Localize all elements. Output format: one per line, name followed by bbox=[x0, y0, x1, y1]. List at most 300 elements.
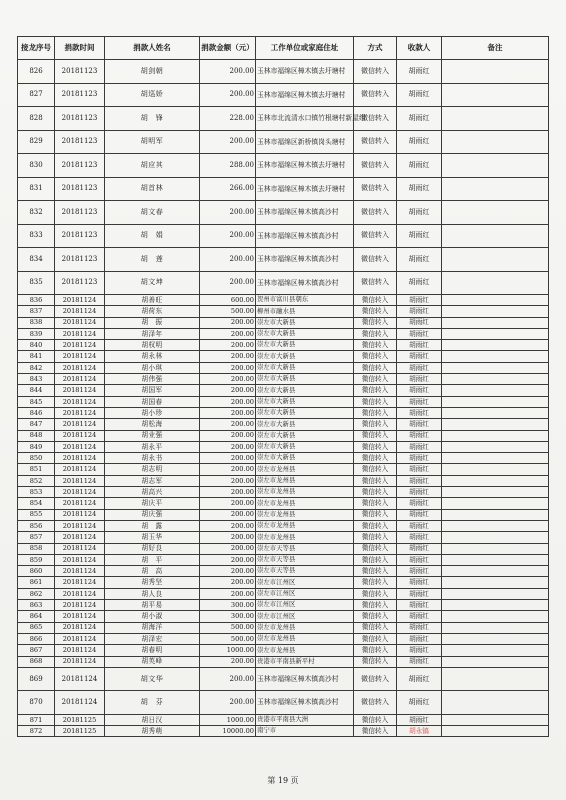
cell-note bbox=[442, 509, 549, 520]
cell-donor: 胡伟强 bbox=[105, 374, 200, 385]
cell-receiver: 胡雨红 bbox=[397, 248, 442, 272]
table-row bbox=[18, 317, 549, 328]
table-row bbox=[18, 177, 549, 201]
table-row bbox=[18, 385, 549, 396]
cell-donor: 胡应其 bbox=[105, 154, 200, 178]
cell-note bbox=[442, 60, 549, 84]
cell-donor: 胡人良 bbox=[105, 588, 200, 599]
table-row bbox=[18, 340, 549, 351]
cell-time: 20181124 bbox=[55, 317, 105, 328]
cell-receiver: 胡雨红 bbox=[397, 577, 442, 588]
cell-note bbox=[442, 543, 549, 554]
cell-receiver: 胡雨红 bbox=[397, 509, 442, 520]
cell-method: 微信转入 bbox=[354, 667, 397, 691]
cell-note bbox=[442, 271, 549, 295]
cell-method: 微信转入 bbox=[354, 441, 397, 452]
header-amount: 捐款金额（元） bbox=[200, 37, 256, 60]
table-row bbox=[18, 60, 549, 84]
cell-receiver: 胡雨红 bbox=[397, 453, 442, 464]
cell-seq: 826 bbox=[18, 60, 55, 84]
cell-time: 20181124 bbox=[55, 453, 105, 464]
cell-amount: 300.00 bbox=[200, 600, 256, 611]
cell-receiver: 胡雨红 bbox=[397, 419, 442, 430]
cell-seq: 854 bbox=[18, 498, 55, 509]
cell-receiver: 胡雨红 bbox=[397, 328, 442, 339]
cell-donor: 胡小珍 bbox=[105, 407, 200, 418]
cell-amount: 200.00 bbox=[200, 328, 256, 339]
cell-address: 崇左市龙州县 bbox=[256, 520, 354, 531]
cell-receiver: 胡雨红 bbox=[397, 714, 442, 725]
cell-donor: 胡 娟 bbox=[105, 224, 200, 248]
cell-receiver: 胡雨红 bbox=[397, 487, 442, 498]
cell-address: 崇左市龙州县 bbox=[256, 633, 354, 644]
cell-donor: 胡玉华 bbox=[105, 532, 200, 543]
cell-address: 崇左市大新县 bbox=[256, 407, 354, 418]
cell-note bbox=[442, 130, 549, 154]
cell-amount: 200.00 bbox=[200, 532, 256, 543]
cell-method: 微信转入 bbox=[354, 130, 397, 154]
cell-donor: 胡国春 bbox=[105, 396, 200, 407]
cell-seq: 830 bbox=[18, 154, 55, 178]
cell-address: 崇左市大新县 bbox=[256, 453, 354, 464]
cell-donor: 胡庆平 bbox=[105, 498, 200, 509]
cell-method: 微信转入 bbox=[354, 656, 397, 667]
cell-receiver: 胡雨红 bbox=[397, 667, 442, 691]
cell-time: 20181124 bbox=[55, 487, 105, 498]
cell-note bbox=[442, 667, 549, 691]
cell-address: 崇左市大新县 bbox=[256, 441, 354, 452]
cell-time: 20181123 bbox=[55, 177, 105, 201]
cell-method: 微信转入 bbox=[354, 407, 397, 418]
cell-time: 20181124 bbox=[55, 566, 105, 577]
cell-note bbox=[442, 691, 549, 715]
cell-method: 微信转入 bbox=[354, 475, 397, 486]
cell-amount: 200.00 bbox=[200, 248, 256, 272]
cell-receiver: 胡雨红 bbox=[397, 362, 442, 373]
cell-donor: 胡小淑 bbox=[105, 611, 200, 622]
table-row bbox=[18, 130, 549, 154]
cell-amount: 288.00 bbox=[200, 154, 256, 178]
cell-address: 崇左市大新县 bbox=[256, 340, 354, 351]
cell-amount: 200.00 bbox=[200, 83, 256, 107]
cell-address: 崇左市天等县 bbox=[256, 543, 354, 554]
cell-note bbox=[442, 520, 549, 531]
cell-method: 微信转入 bbox=[354, 566, 397, 577]
cell-method: 微信转入 bbox=[354, 60, 397, 84]
table-row bbox=[18, 543, 549, 554]
cell-method: 微信转入 bbox=[354, 633, 397, 644]
cell-address: 崇左市龙州县 bbox=[256, 532, 354, 543]
cell-note bbox=[442, 588, 549, 599]
cell-time: 20181123 bbox=[55, 130, 105, 154]
cell-time: 20181124 bbox=[55, 385, 105, 396]
cell-donor: 胡国军 bbox=[105, 385, 200, 396]
cell-donor: 胡首林 bbox=[105, 177, 200, 201]
cell-seq: 842 bbox=[18, 362, 55, 373]
cell-amount: 500.00 bbox=[200, 622, 256, 633]
cell-method: 微信转入 bbox=[354, 201, 397, 225]
cell-donor: 胡永平 bbox=[105, 441, 200, 452]
cell-address: 崇左市大新县 bbox=[256, 385, 354, 396]
cell-amount: 200.00 bbox=[200, 656, 256, 667]
table-row bbox=[18, 532, 549, 543]
cell-note bbox=[442, 726, 549, 737]
cell-seq: 852 bbox=[18, 475, 55, 486]
cell-address: 贵港市平南县新平村 bbox=[256, 656, 354, 667]
header-note: 备注 bbox=[442, 37, 549, 60]
cell-time: 20181124 bbox=[55, 295, 105, 306]
cell-donor: 胡平易 bbox=[105, 600, 200, 611]
header-address: 工作单位或家庭住址 bbox=[256, 37, 354, 60]
cell-time: 20181124 bbox=[55, 509, 105, 520]
cell-seq: 863 bbox=[18, 600, 55, 611]
cell-seq: 840 bbox=[18, 340, 55, 351]
cell-method: 微信转入 bbox=[354, 271, 397, 295]
cell-seq: 858 bbox=[18, 543, 55, 554]
cell-note bbox=[442, 475, 549, 486]
cell-note bbox=[442, 317, 549, 328]
cell-donor: 胡泽年 bbox=[105, 328, 200, 339]
cell-method: 微信转入 bbox=[354, 374, 397, 385]
cell-note bbox=[442, 385, 549, 396]
cell-receiver: 胡雨红 bbox=[397, 385, 442, 396]
cell-method: 微信转入 bbox=[354, 498, 397, 509]
cell-time: 20181124 bbox=[55, 600, 105, 611]
cell-method: 微信转入 bbox=[354, 487, 397, 498]
cell-method: 微信转入 bbox=[354, 714, 397, 725]
cell-address: 玉林市福绵区新桥镇岗头塘村 bbox=[256, 130, 354, 154]
cell-seq: 829 bbox=[18, 130, 55, 154]
cell-amount: 200.00 bbox=[200, 577, 256, 588]
cell-note bbox=[442, 328, 549, 339]
cell-amount: 200.00 bbox=[200, 351, 256, 362]
cell-address: 玉林市福绵区樟木镇去圩塘村 bbox=[256, 177, 354, 201]
table-row bbox=[18, 633, 549, 644]
cell-method: 微信转入 bbox=[354, 600, 397, 611]
cell-amount: 200.00 bbox=[200, 396, 256, 407]
cell-receiver: 胡雨红 bbox=[397, 566, 442, 577]
table-row bbox=[18, 407, 549, 418]
cell-address: 南宁市 bbox=[256, 726, 354, 737]
cell-method: 微信转入 bbox=[354, 396, 397, 407]
cell-method: 微信转入 bbox=[354, 588, 397, 599]
cell-time: 20181124 bbox=[55, 328, 105, 339]
cell-receiver: 胡雨红 bbox=[397, 340, 442, 351]
cell-amount: 1000.00 bbox=[200, 714, 256, 725]
cell-time: 20181124 bbox=[55, 667, 105, 691]
cell-donor: 胡 露 bbox=[105, 520, 200, 531]
cell-donor: 胡秀坚 bbox=[105, 577, 200, 588]
cell-address: 崇左市龙州县 bbox=[256, 645, 354, 656]
cell-amount: 600.00 bbox=[200, 295, 256, 306]
cell-note bbox=[442, 464, 549, 475]
cell-amount: 200.00 bbox=[200, 520, 256, 531]
cell-address: 崇左市大新县 bbox=[256, 396, 354, 407]
cell-donor: 胡永书 bbox=[105, 453, 200, 464]
cell-seq: 853 bbox=[18, 487, 55, 498]
cell-address: 贺州市富川县朝东 bbox=[256, 295, 354, 306]
cell-amount: 200.00 bbox=[200, 588, 256, 599]
cell-method: 微信转入 bbox=[354, 224, 397, 248]
cell-address: 崇左市龙州县 bbox=[256, 487, 354, 498]
cell-seq: 867 bbox=[18, 645, 55, 656]
cell-receiver: 胡雨红 bbox=[397, 464, 442, 475]
cell-amount: 200.00 bbox=[200, 498, 256, 509]
cell-seq: 855 bbox=[18, 509, 55, 520]
cell-donor: 胡 锋 bbox=[105, 107, 200, 131]
table-row bbox=[18, 464, 549, 475]
cell-address: 崇左市江州区 bbox=[256, 611, 354, 622]
cell-address: 玉林市福绵区樟木镇高沙村 bbox=[256, 201, 354, 225]
cell-time: 20181125 bbox=[55, 726, 105, 737]
cell-address: 玉林市福绵区樟木镇高沙村 bbox=[256, 691, 354, 715]
cell-address: 崇左市龙州县 bbox=[256, 509, 354, 520]
cell-method: 微信转入 bbox=[354, 645, 397, 656]
cell-receiver: 胡雨红 bbox=[397, 645, 442, 656]
cell-address: 崇左市江州区 bbox=[256, 588, 354, 599]
cell-amount: 200.00 bbox=[200, 691, 256, 715]
cell-receiver: 胡雨红 bbox=[397, 532, 442, 543]
header-donor: 捐款人姓名 bbox=[105, 37, 200, 60]
table-row bbox=[18, 714, 549, 725]
table-row bbox=[18, 430, 549, 441]
cell-time: 20181124 bbox=[55, 419, 105, 430]
cell-seq: 837 bbox=[18, 306, 55, 317]
cell-amount: 300.00 bbox=[200, 611, 256, 622]
cell-method: 微信转入 bbox=[354, 577, 397, 588]
cell-donor: 胡 莲 bbox=[105, 248, 200, 272]
cell-time: 20181124 bbox=[55, 498, 105, 509]
cell-amount: 200.00 bbox=[200, 271, 256, 295]
cell-amount: 200.00 bbox=[200, 407, 256, 418]
table-row bbox=[18, 520, 549, 531]
table-row bbox=[18, 691, 549, 715]
cell-receiver: 胡雨红 bbox=[397, 130, 442, 154]
cell-donor: 胡小琪 bbox=[105, 362, 200, 373]
header-method: 方式 bbox=[354, 37, 397, 60]
cell-amount: 266.00 bbox=[200, 177, 256, 201]
cell-note bbox=[442, 374, 549, 385]
cell-donor: 胡明军 bbox=[105, 130, 200, 154]
cell-donor: 胡松海 bbox=[105, 419, 200, 430]
cell-donor: 胡志军 bbox=[105, 475, 200, 486]
cell-time: 20181124 bbox=[55, 633, 105, 644]
cell-seq: 832 bbox=[18, 201, 55, 225]
cell-method: 微信转入 bbox=[354, 328, 397, 339]
cell-seq: 861 bbox=[18, 577, 55, 588]
cell-time: 20181124 bbox=[55, 611, 105, 622]
cell-donor: 胡文坤 bbox=[105, 271, 200, 295]
cell-note bbox=[442, 83, 549, 107]
cell-note bbox=[442, 645, 549, 656]
cell-method: 微信转入 bbox=[354, 351, 397, 362]
table-row bbox=[18, 498, 549, 509]
cell-seq: 865 bbox=[18, 622, 55, 633]
cell-method: 微信转入 bbox=[354, 295, 397, 306]
cell-method: 微信转入 bbox=[354, 248, 397, 272]
cell-receiver: 胡雨红 bbox=[397, 588, 442, 599]
cell-address: 玉林市福绵区樟木镇去圩塘村 bbox=[256, 83, 354, 107]
table-row bbox=[18, 475, 549, 486]
cell-seq: 856 bbox=[18, 520, 55, 531]
cell-amount: 200.00 bbox=[200, 224, 256, 248]
table-row bbox=[18, 441, 549, 452]
cell-receiver: 胡雨红 bbox=[397, 633, 442, 644]
cell-address: 玉林市福绵区樟木镇高沙村 bbox=[256, 224, 354, 248]
cell-address: 玉林市福绵区樟木镇高沙村 bbox=[256, 271, 354, 295]
cell-note bbox=[442, 248, 549, 272]
cell-address: 崇左市大新县 bbox=[256, 328, 354, 339]
cell-receiver: 胡雨红 bbox=[397, 611, 442, 622]
table-row bbox=[18, 295, 549, 306]
cell-receiver: 胡雨红 bbox=[397, 600, 442, 611]
cell-seq: 857 bbox=[18, 532, 55, 543]
cell-method: 微信转入 bbox=[354, 177, 397, 201]
cell-donor: 胡 高 bbox=[105, 566, 200, 577]
cell-seq: 859 bbox=[18, 554, 55, 565]
cell-donor: 胡好良 bbox=[105, 543, 200, 554]
table-row bbox=[18, 328, 549, 339]
cell-seq: 850 bbox=[18, 453, 55, 464]
table-row bbox=[18, 306, 549, 317]
cell-address: 崇左市江州区 bbox=[256, 600, 354, 611]
cell-amount: 200.00 bbox=[200, 317, 256, 328]
cell-donor: 胡秀萌 bbox=[105, 726, 200, 737]
table-row bbox=[18, 248, 549, 272]
table-row bbox=[18, 107, 549, 131]
cell-amount: 200.00 bbox=[200, 487, 256, 498]
cell-receiver: 胡雨红 bbox=[397, 475, 442, 486]
cell-receiver: 胡雨红 bbox=[397, 177, 442, 201]
cell-seq: 838 bbox=[18, 317, 55, 328]
cell-seq: 843 bbox=[18, 374, 55, 385]
cell-time: 20181124 bbox=[55, 362, 105, 373]
cell-donor: 胡泽宏 bbox=[105, 633, 200, 644]
table-row bbox=[18, 154, 549, 178]
cell-donor: 胡高兴 bbox=[105, 487, 200, 498]
header-time: 捐款时间 bbox=[55, 37, 105, 60]
table-body bbox=[18, 60, 549, 737]
cell-address: 崇左市大新县 bbox=[256, 351, 354, 362]
cell-note bbox=[442, 351, 549, 362]
cell-amount: 200.00 bbox=[200, 60, 256, 84]
table-row bbox=[18, 656, 549, 667]
cell-note bbox=[442, 201, 549, 225]
cell-address: 柳州市融水县 bbox=[256, 306, 354, 317]
cell-receiver: 胡雨红 bbox=[397, 622, 442, 633]
cell-time: 20181124 bbox=[55, 374, 105, 385]
cell-time: 20181123 bbox=[55, 201, 105, 225]
cell-receiver: 胡雨红 bbox=[397, 60, 442, 84]
cell-time: 20181123 bbox=[55, 248, 105, 272]
cell-address: 崇左市大新县 bbox=[256, 419, 354, 430]
cell-seq: 844 bbox=[18, 385, 55, 396]
cell-note bbox=[442, 224, 549, 248]
cell-amount: 200.00 bbox=[200, 130, 256, 154]
cell-amount: 200.00 bbox=[200, 509, 256, 520]
cell-note bbox=[442, 714, 549, 725]
cell-receiver: 胡雨红 bbox=[397, 407, 442, 418]
cell-time: 20181125 bbox=[55, 714, 105, 725]
table-row bbox=[18, 453, 549, 464]
cell-receiver: 胡雨红 bbox=[397, 543, 442, 554]
cell-donor: 胡庆强 bbox=[105, 509, 200, 520]
cell-donor: 胡 平 bbox=[105, 554, 200, 565]
cell-donor: 胡善旺 bbox=[105, 295, 200, 306]
cell-amount: 200.00 bbox=[200, 340, 256, 351]
cell-time: 20181123 bbox=[55, 271, 105, 295]
cell-donor: 胡日汉 bbox=[105, 714, 200, 725]
cell-seq: 864 bbox=[18, 611, 55, 622]
cell-receiver: 胡雨红 bbox=[397, 396, 442, 407]
cell-time: 20181124 bbox=[55, 577, 105, 588]
cell-method: 微信转入 bbox=[354, 611, 397, 622]
cell-receiver: 胡雨红 bbox=[397, 656, 442, 667]
cell-note bbox=[442, 177, 549, 201]
cell-seq: 845 bbox=[18, 396, 55, 407]
cell-amount: 200.00 bbox=[200, 430, 256, 441]
cell-method: 微信转入 bbox=[354, 362, 397, 373]
cell-amount: 500.00 bbox=[200, 306, 256, 317]
cell-seq: 839 bbox=[18, 328, 55, 339]
cell-seq: 851 bbox=[18, 464, 55, 475]
cell-method: 微信转入 bbox=[354, 385, 397, 396]
cell-donor: 胡文华 bbox=[105, 667, 200, 691]
table-row bbox=[18, 83, 549, 107]
cell-seq: 833 bbox=[18, 224, 55, 248]
cell-time: 20181124 bbox=[55, 588, 105, 599]
cell-address: 崇左市大新县 bbox=[256, 430, 354, 441]
cell-time: 20181124 bbox=[55, 340, 105, 351]
cell-seq: 841 bbox=[18, 351, 55, 362]
cell-time: 20181124 bbox=[55, 351, 105, 362]
cell-seq: 836 bbox=[18, 295, 55, 306]
cell-address: 崇左市大新县 bbox=[256, 317, 354, 328]
cell-donor: 胡剑朝 bbox=[105, 60, 200, 84]
cell-address: 玉林市福绵区樟木镇高沙村 bbox=[256, 667, 354, 691]
cell-time: 20181124 bbox=[55, 691, 105, 715]
cell-note bbox=[442, 453, 549, 464]
cell-note bbox=[442, 295, 549, 306]
cell-donor: 胡 芬 bbox=[105, 691, 200, 715]
cell-time: 20181124 bbox=[55, 475, 105, 486]
cell-seq: 846 bbox=[18, 407, 55, 418]
cell-receiver: 胡雨红 bbox=[397, 224, 442, 248]
cell-method: 微信转入 bbox=[354, 154, 397, 178]
cell-note bbox=[442, 487, 549, 498]
cell-time: 20181123 bbox=[55, 154, 105, 178]
cell-amount: 200.00 bbox=[200, 453, 256, 464]
cell-donor: 胡海洋 bbox=[105, 622, 200, 633]
cell-donor: 胡权明 bbox=[105, 340, 200, 351]
cell-receiver: 胡雨红 bbox=[397, 498, 442, 509]
cell-amount: 200.00 bbox=[200, 362, 256, 373]
cell-receiver: 胡雨红 bbox=[397, 520, 442, 531]
cell-note bbox=[442, 154, 549, 178]
cell-method: 微信转入 bbox=[354, 453, 397, 464]
cell-amount: 200.00 bbox=[200, 475, 256, 486]
cell-donor: 胡永林 bbox=[105, 351, 200, 362]
table-row bbox=[18, 600, 549, 611]
cell-receiver: 胡雨红 bbox=[397, 374, 442, 385]
cell-note bbox=[442, 430, 549, 441]
cell-receiver: 胡雨红 bbox=[397, 201, 442, 225]
cell-note bbox=[442, 396, 549, 407]
cell-seq: 872 bbox=[18, 726, 55, 737]
cell-address: 崇左市龙州县 bbox=[256, 475, 354, 486]
cell-time: 20181124 bbox=[55, 430, 105, 441]
cell-seq: 869 bbox=[18, 667, 55, 691]
